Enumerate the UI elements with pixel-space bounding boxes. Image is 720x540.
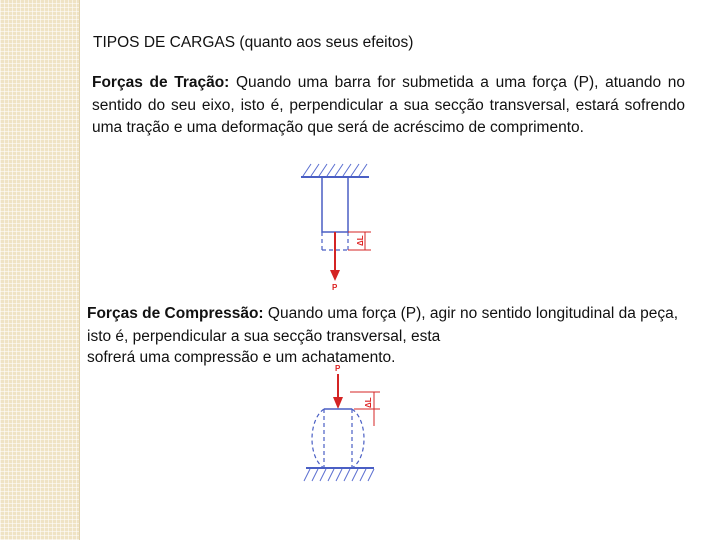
floor-support [304,468,374,481]
force-label: P [332,283,338,292]
delta-l-label: ΔL [356,235,365,246]
force-arrow [330,232,340,281]
compressao-last-line: sofrerá uma compressão e um achatamento. [87,349,396,366]
compressao-heading: Forças de Compressão: [87,305,264,322]
compressao-figure [300,362,380,488]
tracao-figure [295,160,375,292]
bar-deformed [312,409,364,468]
page-title: TIPOS DE CARGAS (quanto aos seus efeitos) [93,34,414,51]
bar-original [322,177,348,232]
tracao-heading: Forças de Tração: [92,74,230,91]
delta-l-label: ΔL [364,397,373,408]
bar-original [324,409,352,468]
delta-l-dimension [350,392,380,426]
ceiling-support [301,164,369,177]
decorative-side-strip [0,0,80,540]
tracao-paragraph [92,72,685,140]
compressao-text: Quando uma força (P), agir no sentido longitudinal da peça, isto é, perpendicular a sua secção transversal, esta [87,305,679,345]
tracao-text: Quando uma barra for submetida a uma força (P), atuando no sentido do seu eixo, isto é, perpendicular a sua secção transversal, estará sofrendo uma tração e uma deformação que será de acréscimo de comprimento. [92,74,685,136]
force-arrow [333,374,343,409]
compressao-paragraph [87,303,687,348]
force-label: P [335,364,341,373]
